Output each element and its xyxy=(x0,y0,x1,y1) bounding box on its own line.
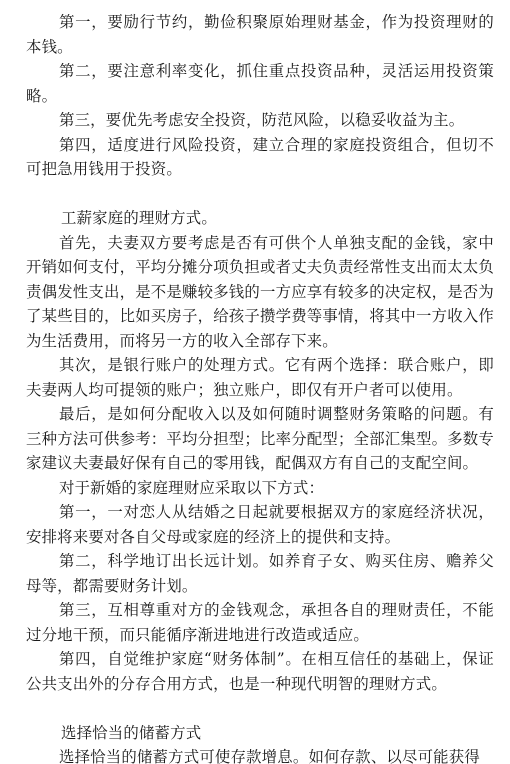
paragraph: 第一，一对恋人从结婚之日起就要根据双方的家庭经济状况，安排将来要对各自父母或家庭的经济上的提供和支持。 xyxy=(26,503,494,546)
paragraph: 对于新婚的家庭理财应采取以下方式： xyxy=(59,478,325,497)
section-gap xyxy=(0,182,510,207)
paragraph: 第三，要优先考虑安全投资，防范风险，以稳妥收益为主。 xyxy=(59,111,465,129)
section-heading: 工薪家庭的理财方式。 xyxy=(61,209,217,227)
paragraph: 最后，是如何分配收入以及如何随时调整财务策略的问题。有三种方法可供参考：平均分担型；比率分配型；全部汇集型。多数专家建议夫妻最好保有自己的零用钱，配偶双方有自己的支配空间。 xyxy=(26,405,494,472)
paragraph: 首先，夫妻双方要考虑是否有可供个人单独支配的金钱，家中开销如何支付，平均分摊分项负担或者丈夫负责经常性支出而太太负责偶发性支出，是不是赚较多钱的一方应享有较多的决定权，是否为了某些目的，比如买房子，给孩子攒学费等事情，将其中一方收入作为生活费用，而将另一方的收入全部存下来。 xyxy=(26,233,494,350)
paragraph: 第四，适度进行风险投资，建立合理的家庭投资组合，但切不可把急用钱用于投资。 xyxy=(26,135,494,178)
paragraph: 第一，要励行节约，勤俭积聚原始理财基金，作为投资理财的本钱。 xyxy=(26,13,494,56)
paragraph: 其次，是银行账户的处理方式。它有两个选择：联合账户，即夫妻两人均可提领的账户；独立账户，即仅有开户者可以使用。 xyxy=(26,356,494,399)
paragraph: 选择恰当的储蓄方式可使存款增息。如何存款、以尽可能获得 xyxy=(59,748,480,764)
paragraph: 第二，要注意利率变化，抓住重点投资品种，灵活运用投资策略。 xyxy=(26,62,494,105)
section-heading: 选择恰当的储蓄方式 xyxy=(61,723,202,742)
paragraph: 第二，科学地订出长远计划。如养育子女、购买住房、赡养父母等，都需要财务计划。 xyxy=(26,552,494,595)
paragraph: 第四，自觉维护家庭“财务体制”。在相互信任的基础上，保证公共支出外的分存合用方式，也是一种现代明智的理财方式。 xyxy=(26,650,494,693)
paragraph: 第三，互相尊重对方的金钱观念，承担各自的理财责任，不能过分地干预，而只能循序渐进地进行改造或适应。 xyxy=(26,601,494,644)
section-gap xyxy=(0,696,510,721)
